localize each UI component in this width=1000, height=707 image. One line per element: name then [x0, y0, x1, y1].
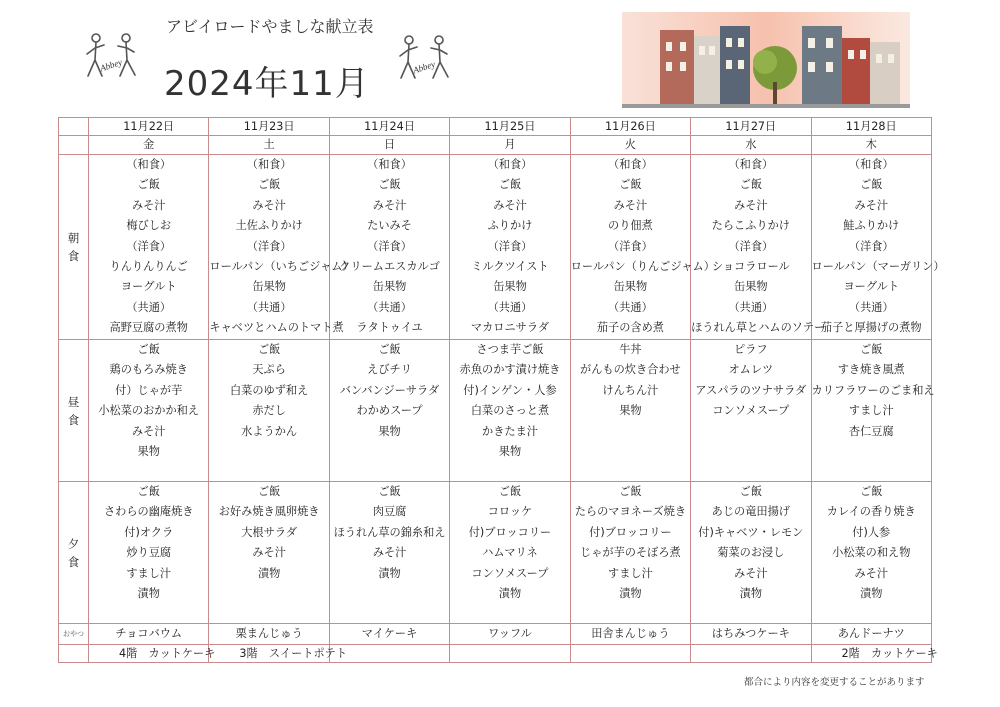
date-cell: 11月24日 [329, 118, 449, 136]
menu-item: じゃが芋のそぼろ煮 [580, 546, 681, 560]
menu-item: ほうれん草の錦糸和え [333, 525, 446, 539]
menu-item: すまし汁 [126, 566, 172, 580]
menu-item: 果物 [498, 444, 522, 458]
menu-item: ヨーグルト [120, 280, 177, 294]
menu-item: カリフラワーのごま和え [811, 383, 935, 397]
menu-item: （和食） [126, 158, 172, 171]
menu-item: 赤だし [252, 404, 286, 418]
svg-text:Abbey: Abbey [98, 56, 124, 74]
menu-item: （洋食） [487, 239, 533, 253]
menu-item: ご飯 [860, 485, 883, 498]
menu-item: すまし汁 [848, 404, 894, 418]
menu-item: ご飯 [137, 343, 160, 356]
menu-item: （洋食） [126, 239, 172, 253]
menu-item: みそ汁 [854, 566, 889, 580]
dinner-cell [329, 482, 449, 624]
menu-item: アスパラのツナサラダ [695, 383, 807, 397]
menu-item: マカロニサラダ [470, 321, 550, 335]
menu-item: りんりんりんご [109, 259, 188, 273]
breakfast-cell [329, 155, 449, 340]
menu-item: 缶果物 [734, 280, 768, 294]
menu-item: （洋食） [848, 239, 894, 253]
townhouse-illustration [622, 12, 910, 108]
lunch-label [59, 340, 89, 482]
floor-dessert-cell [570, 645, 690, 663]
menu-item: （共通） [848, 300, 894, 314]
weekday-cell: 月 [450, 136, 570, 155]
menu-item: 付)インゲン・人参 [463, 383, 557, 397]
snack-cell: 栗まんじゅう [209, 624, 329, 645]
menu-item: 梅びしお [126, 219, 172, 233]
menu-item: ご飯 [378, 178, 401, 192]
menu-item: ご飯 [739, 485, 763, 498]
menu-item: （和食） [848, 158, 894, 171]
floor-dessert-cell: 4階 カットケーキ [89, 645, 209, 663]
snack-cell: ワッフル [450, 624, 570, 645]
menu-item: みそ汁 [734, 566, 768, 580]
menu-item: 缶果物 [372, 280, 407, 294]
menu-item: （洋食） [246, 239, 292, 253]
breakfast-cell [450, 155, 570, 340]
lunch-cell [209, 340, 329, 482]
menu-item: ロールパン（いちごジャム） [209, 259, 354, 273]
menu-item: ロールパン（マーガリン） [811, 259, 945, 273]
date-cell: 11月22日 [89, 118, 209, 136]
date-cell: 11月25日 [450, 118, 570, 136]
menu-item: ご飯 [619, 485, 642, 498]
weekday-cell: 金 [89, 136, 209, 155]
menu-item: ご飯 [498, 178, 522, 192]
menu-item: ショコラロール [711, 259, 790, 273]
breakfast-cell [811, 155, 945, 340]
floor-dessert-cell [329, 645, 449, 663]
menu-item: ほうれん草とハムのソテー [691, 321, 826, 335]
menu-item: 菊菜のお浸し [717, 546, 785, 560]
menu-item: 漬物 [739, 586, 763, 600]
menu-item: わかめスープ [356, 404, 423, 418]
menu-item: ミルクツイスト [471, 259, 549, 273]
menu-item: 肉豆腐 [372, 505, 407, 519]
menu-item: 炒り豆腐 [126, 546, 172, 560]
menu-item: （和食） [608, 158, 653, 171]
menu-subtitle: アビイロードやましな献立表 [166, 17, 374, 36]
menu-item: 漬物 [137, 586, 160, 600]
menu-item: ふりかけ [487, 219, 533, 233]
menu-item: （共通） [728, 300, 774, 314]
menu-item: （和食） [367, 158, 412, 171]
menu-item: 缶果物 [493, 280, 527, 294]
menu-item: みそ汁 [372, 198, 407, 212]
menu-item: 付)人参 [852, 525, 891, 539]
snack-cell: 田舎まんじゅう [570, 624, 690, 645]
corner-cell [59, 136, 89, 155]
menu-item: みそ汁 [252, 546, 286, 560]
menu-item: 白菜のさっと煮 [470, 404, 550, 418]
menu-item: ご飯 [619, 178, 642, 192]
menu-item: 付)ブロッコリー [589, 525, 672, 539]
abbey-road-logo [395, 32, 455, 88]
weekday-row [59, 136, 932, 155]
menu-item: ピラフ [734, 343, 768, 356]
menu-item: ご飯 [378, 343, 401, 356]
lunch-cell [691, 340, 811, 482]
meal-label-text: 昼食 [67, 394, 80, 427]
dinner-cell [450, 482, 570, 624]
meal-label-text: 朝食 [67, 231, 80, 263]
breakfast-label [59, 155, 89, 340]
menu-item: 土佐ふりかけ [235, 219, 303, 233]
menu-item: キャベツとハムのトマト煮 [209, 321, 344, 335]
menu-item: すまし汁 [608, 566, 653, 580]
menu-item: みそ汁 [372, 546, 407, 560]
weekday-cell: 日 [329, 136, 449, 155]
date-cell: 11月23日 [209, 118, 329, 136]
menu-item: 果物 [137, 444, 160, 458]
dinner-cell [811, 482, 931, 624]
lunch-cell [450, 340, 570, 482]
floor-dessert-cell: 3階 スイートポテト [209, 645, 329, 663]
dinner-row [59, 482, 932, 624]
breakfast-cell [89, 155, 209, 340]
menu-item: みそ汁 [131, 198, 166, 212]
menu-item: たいみそ [367, 219, 412, 233]
menu-item: みそ汁 [734, 198, 768, 212]
snack-cell: はちみつケーキ [691, 624, 811, 645]
menu-item: （洋食） [728, 239, 774, 253]
weekday-cell: 水 [691, 136, 811, 155]
snack-row [59, 624, 932, 645]
menu-item: 漬物 [860, 586, 883, 600]
weekday-cell: 火 [570, 136, 690, 155]
menu-item: みそ汁 [252, 198, 286, 212]
menu-item: ご飯 [257, 178, 281, 192]
menu-item: ご飯 [860, 178, 883, 192]
menu-item: （和食） [487, 158, 533, 171]
menu-item: 漬物 [619, 586, 642, 600]
menu-item: （共通） [126, 300, 172, 314]
breakfast-cell [570, 155, 715, 340]
menu-item: 缶果物 [613, 280, 648, 294]
footer-note: 都合により内容を変更することがあります [744, 677, 925, 688]
menu-item: ご飯 [378, 485, 401, 498]
dinner-label [59, 482, 89, 624]
menu-item: ご飯 [257, 485, 281, 498]
dinner-cell [209, 482, 329, 624]
date-cell: 11月28日 [811, 118, 931, 136]
menu-item: ご飯 [739, 178, 763, 192]
menu-item: かきたま汁 [482, 424, 538, 438]
menu-item: たらこふりかけ [711, 219, 790, 233]
meal-label-text: 夕食 [67, 536, 80, 569]
menu-item: 鶏のもろみ焼き [109, 363, 188, 377]
dinner-cell [570, 482, 690, 624]
menu-item: （共通） [367, 300, 412, 314]
menu-item: ヨーグルト [843, 280, 900, 294]
floor-dessert-cell [691, 645, 811, 663]
menu-item: けんちん汁 [602, 383, 659, 397]
breakfast-cell [209, 155, 354, 340]
menu-title: 2024年11月 [164, 64, 370, 104]
menu-item: ハムマリネ [482, 546, 538, 560]
menu-item: （洋食） [367, 239, 412, 253]
lunch-cell [570, 340, 690, 482]
menu-item: あじの竜田揚げ [711, 505, 790, 519]
menu-item: 水ようかん [241, 424, 298, 438]
floor-dessert-row [59, 645, 932, 663]
menu-item: お好み焼き風卵焼き [218, 505, 320, 519]
menu-item: ラタトゥイユ [356, 321, 423, 335]
menu-item: 大根サラダ [241, 525, 298, 539]
snack-cell: チョコバウム [89, 624, 209, 645]
dinner-cell [89, 482, 209, 624]
menu-item: 杏仁豆腐 [848, 424, 894, 438]
menu-item: 牛丼 [619, 343, 642, 356]
menu-item: （共通） [608, 300, 653, 314]
menu-item: さつま芋ご飯 [476, 343, 544, 356]
menu-item: コンソメスープ [471, 566, 549, 580]
floor-dessert-cell [450, 645, 570, 663]
lunch-row [59, 340, 932, 482]
menu-item: 高野豆腐の煮物 [109, 321, 188, 335]
menu-item: ご飯 [860, 343, 883, 356]
menu-item: （和食） [728, 158, 774, 171]
lunch-cell [329, 340, 449, 482]
weekday-cell: 木 [811, 136, 931, 155]
menu-item: コロッケ [487, 505, 533, 519]
menu-item: ご飯 [257, 343, 281, 356]
corner-cell [59, 118, 89, 136]
menu-item: みそ汁 [493, 198, 527, 212]
snack-cell: あんドーナツ [811, 624, 931, 645]
menu-item: 漬物 [498, 586, 522, 600]
menu-item: クリームエスカルゴ [339, 259, 440, 273]
menu-item: 漬物 [257, 566, 281, 580]
breakfast-row [59, 155, 932, 340]
menu-item: 漬物 [378, 566, 401, 580]
menu-item: ロールパン（りんごジャム） [570, 259, 715, 273]
menu-item: 赤魚のかす漬け焼き [459, 363, 561, 377]
date-cell: 11月26日 [570, 118, 690, 136]
weekday-cell: 土 [209, 136, 329, 155]
menu-item: 缶果物 [252, 280, 286, 294]
corner-cell [59, 645, 89, 663]
menu-table [58, 117, 945, 663]
menu-item: （共通） [246, 300, 292, 314]
menu-item: ご飯 [137, 485, 160, 498]
svg-text:Abbey: Abbey [411, 58, 437, 76]
menu-item: 茄子の含め煮 [596, 321, 664, 335]
menu-item: すき焼き風煮 [837, 363, 905, 377]
lunch-cell [89, 340, 209, 482]
menu-item: 付)ブロッコリー [468, 525, 552, 539]
menu-item: 小松菜のおかか和え [98, 404, 200, 418]
menu-item: がんもの炊き合わせ [580, 363, 681, 377]
abbey-road-logo [82, 30, 142, 86]
menu-item: えびチリ [367, 363, 412, 377]
menu-item: ご飯 [498, 485, 522, 498]
menu-item: 果物 [378, 424, 401, 438]
menu-item: （共通） [487, 300, 533, 314]
menu-item: さわらの幽庵焼き [103, 505, 194, 519]
menu-item: 付)キャベツ・レモン [698, 525, 804, 539]
date-cell: 11月27日 [691, 118, 811, 136]
menu-item: ご飯 [137, 178, 160, 192]
menu-item: 小松菜の和え物 [832, 546, 911, 560]
menu-item: 天ぷら [252, 363, 286, 377]
menu-item: バンバンジーサラダ [339, 383, 440, 397]
menu-item: のり佃煮 [608, 219, 653, 233]
menu-item: （洋食） [608, 239, 653, 253]
menu-item: オムレツ [728, 363, 774, 377]
menu-item: みそ汁 [854, 198, 889, 212]
lunch-cell [811, 340, 935, 482]
menu-item: たらのマヨネーズ焼き [574, 505, 687, 519]
dinner-cell [691, 482, 811, 624]
menu-item: 果物 [619, 404, 642, 418]
menu-item: みそ汁 [131, 424, 166, 438]
menu-item: 付)オクラ [124, 525, 174, 539]
menu-item: （和食） [246, 158, 292, 171]
menu-item: 白菜のゆず和え [229, 383, 309, 397]
menu-item: みそ汁 [613, 198, 648, 212]
menu-item: カレイの香り焼き [826, 505, 916, 519]
date-row [59, 118, 932, 136]
snack-cell: マイケーキ [329, 624, 449, 645]
snack-label: おやつ [59, 624, 89, 645]
menu-item: コンソメスープ [712, 404, 790, 418]
menu-item: 鮭ふりかけ [843, 219, 900, 233]
breakfast-cell [691, 155, 826, 340]
menu-item: 茄子と厚揚げの煮物 [820, 321, 922, 335]
menu-item: 付）じゃが芋 [115, 383, 183, 397]
floor-dessert-cell: 2階 カットケーキ [811, 645, 931, 663]
